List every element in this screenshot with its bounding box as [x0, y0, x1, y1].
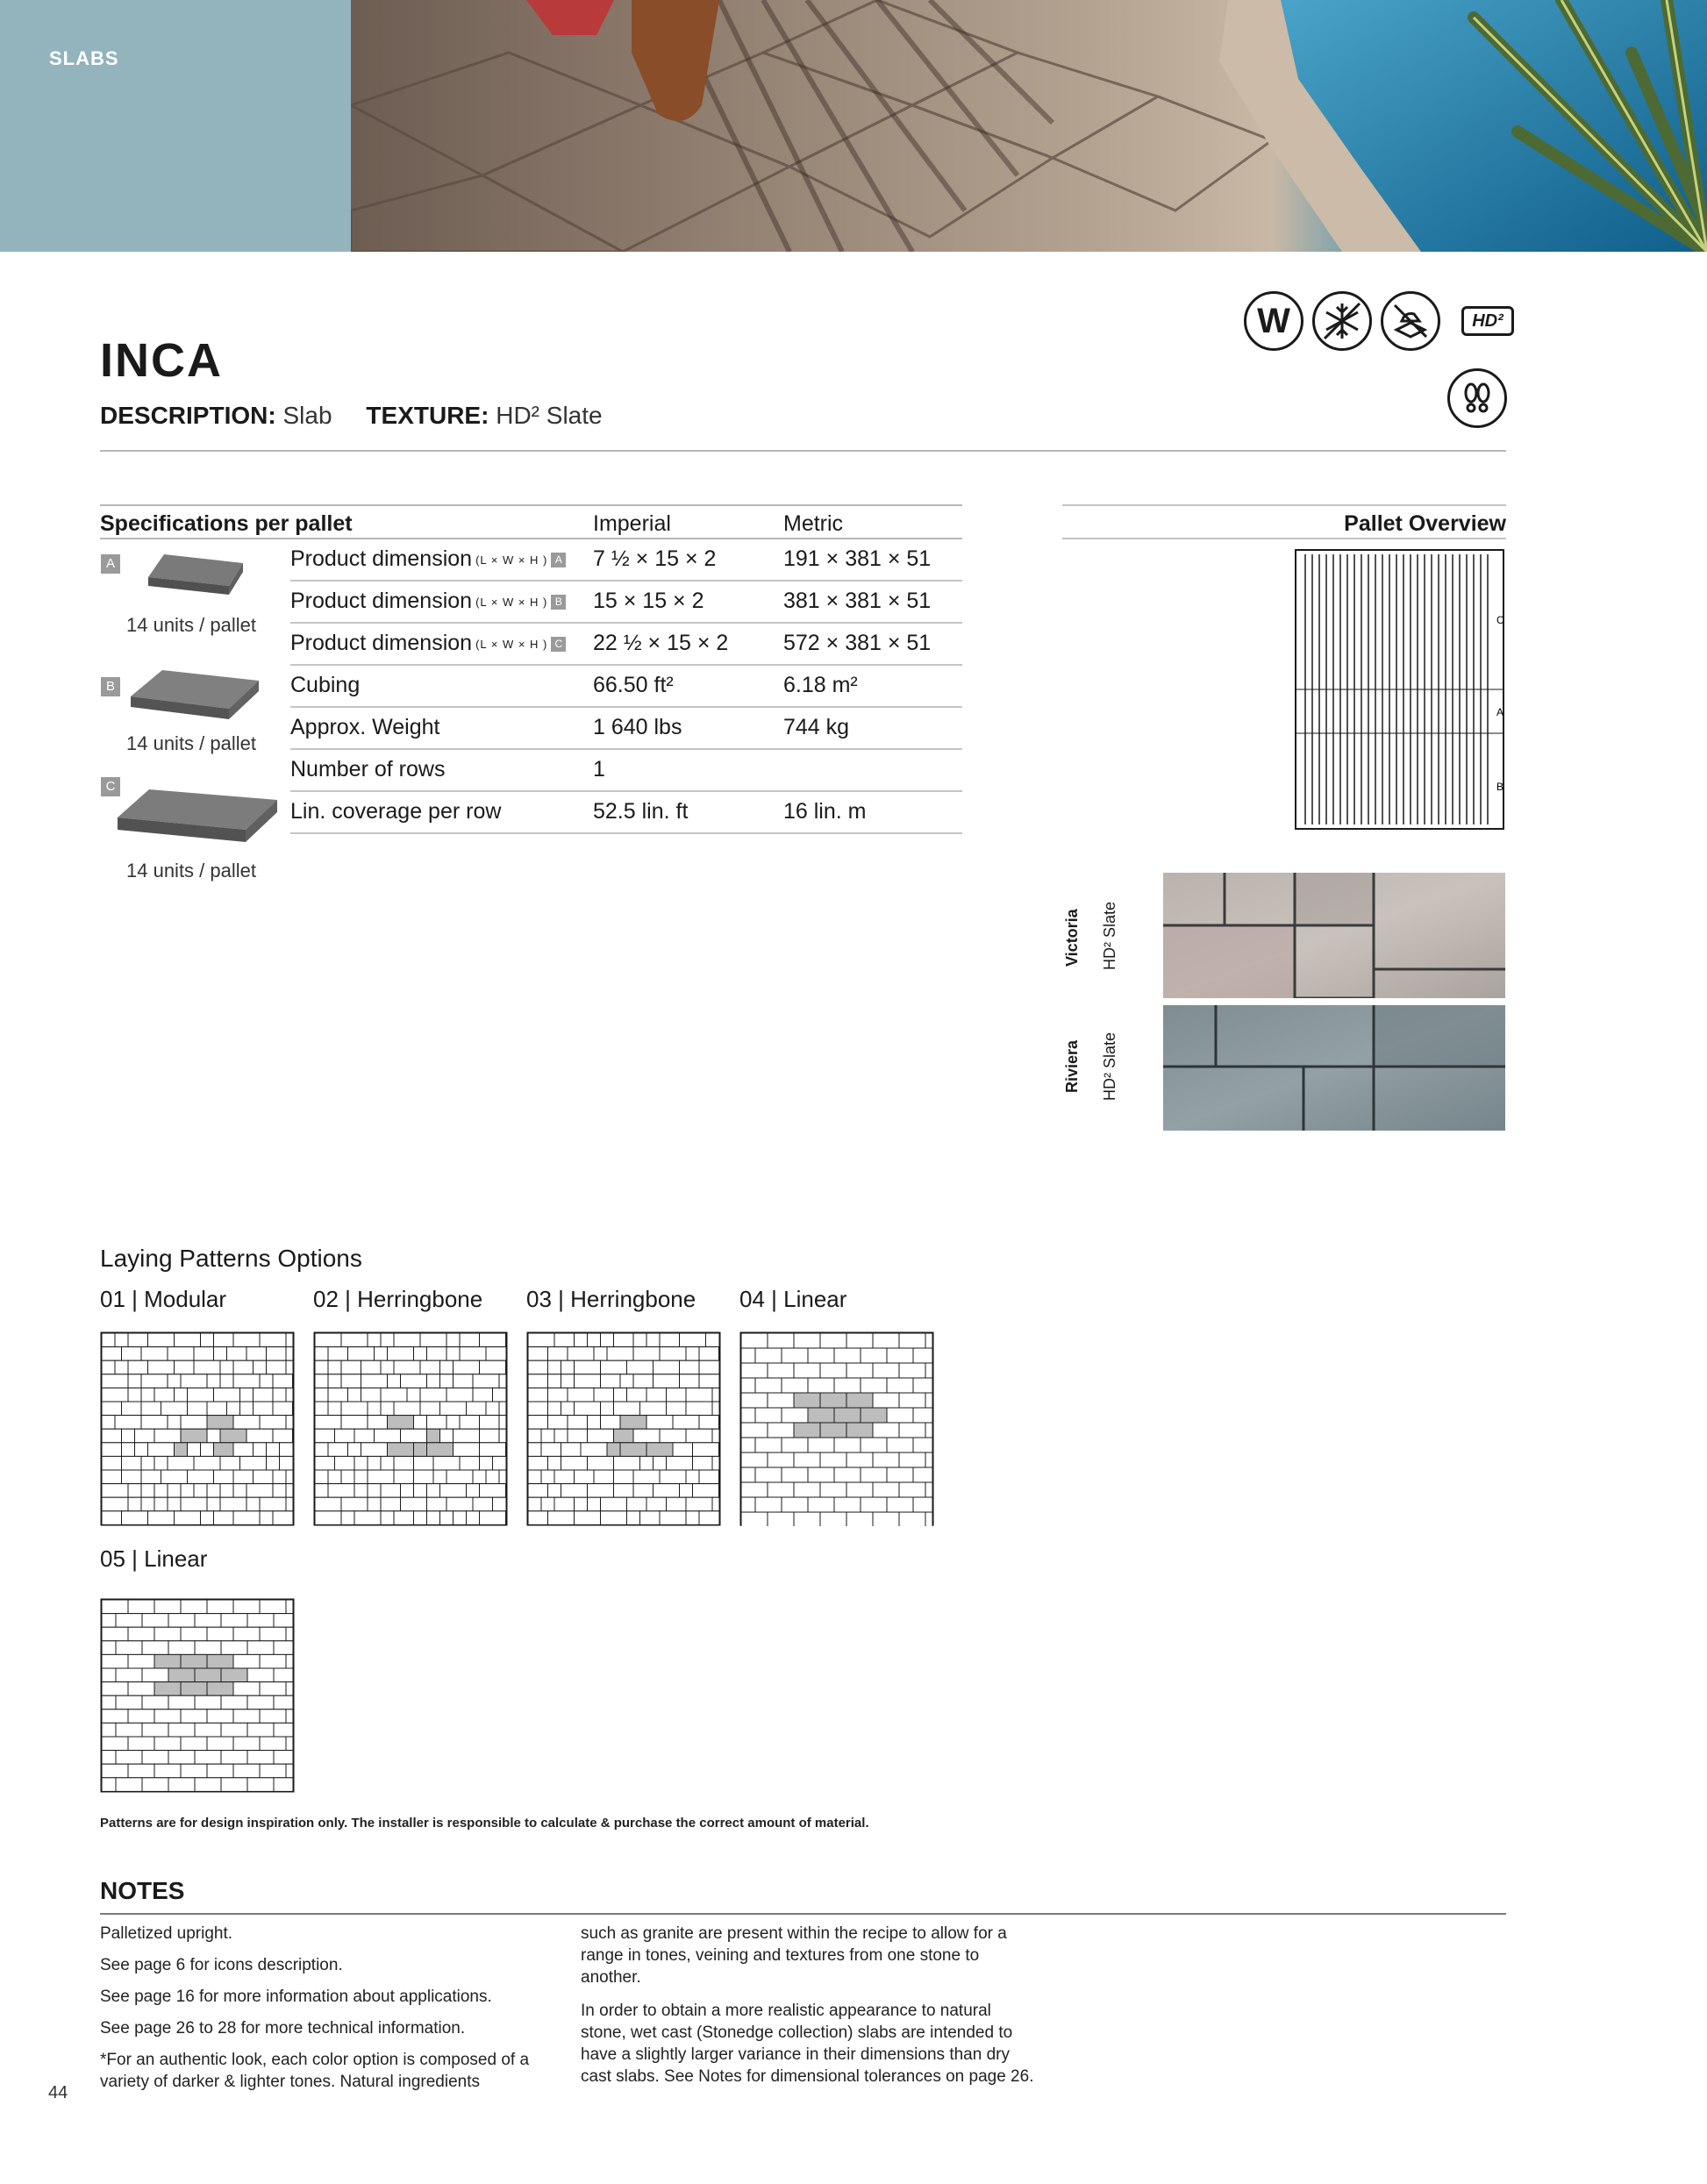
hero-photo — [351, 0, 1707, 252]
spec-tag: B — [551, 595, 566, 610]
note-item: In order to obtain a more realistic appearance to natural stone, wet cast (Stonedge collection) slabs are intended to have a slightly larger variance in their dimensions than dry cast slabs. See Notes for dimensional tolerances on page 26. — [581, 2002, 1034, 2086]
description-line: DESCRIPTION: Slab TEXTURE: HD² Slate — [100, 402, 603, 429]
item-units: 14 units / pallet — [126, 860, 256, 881]
description-value: Slab — [282, 402, 332, 429]
note-item: such as granite are present within the recipe to allow for a range in tones, veining and textures from one stone to another. — [581, 1924, 1007, 1987]
slab-c-image — [114, 786, 281, 849]
spec-header-metric: Metric — [783, 511, 844, 536]
section-label: SLABS — [49, 47, 119, 69]
page-number: 44 — [48, 2083, 68, 2102]
spec-imperial: 66.50 ft² — [593, 673, 674, 697]
spec-imperial: 15 × 15 × 2 — [593, 589, 704, 613]
note-item: Palletized upright. — [100, 1924, 233, 1943]
pattern-01-modular — [100, 1331, 295, 1526]
item-tag: C — [101, 777, 120, 796]
pallet-diagram — [1295, 549, 1505, 830]
description-label: DESCRIPTION — [100, 402, 268, 429]
pattern-label: 03 | Herringbone — [526, 1286, 696, 1312]
spec-metric: 381 × 381 × 51 — [783, 589, 932, 613]
spec-metric: 16 lin. m — [783, 799, 867, 824]
spec-imperial: 52.5 lin. ft — [593, 799, 689, 824]
color-name: Victoria — [1063, 909, 1081, 967]
spec-row — [290, 708, 962, 750]
spec-label: Lin. coverage per row — [290, 799, 502, 824]
pattern-label: 04 | Linear — [739, 1286, 847, 1312]
item-tag: B — [101, 677, 120, 696]
pattern-label: 05 | Linear — [100, 1545, 208, 1572]
item-tag: A — [101, 554, 120, 574]
spec-suffix: (L × W × H ) — [475, 637, 548, 651]
laying-patterns-title: Laying Patterns Options — [100, 1245, 362, 1272]
no-driveway-icon — [1381, 291, 1440, 351]
spec-label: Approx. Weight — [290, 715, 440, 739]
spec-suffix: (L × W × H ) — [475, 595, 548, 609]
spec-imperial: 1 — [593, 757, 605, 782]
title-divider — [100, 450, 1506, 452]
pallet-overview-title: Pallet Overview — [1344, 511, 1506, 536]
pattern-04-linear — [739, 1331, 934, 1526]
texture-label: TEXTURE — [366, 402, 482, 429]
item-units: 14 units / pallet — [126, 614, 256, 636]
spec-label: Product dimension — [290, 631, 473, 655]
notes-divider — [100, 1913, 1506, 1915]
pattern-disclaimer: Patterns are for design inspiration only. The installer is responsible to calculate & purchase the correct amount of material. — [100, 1816, 869, 1831]
riviera-swatch — [1163, 1005, 1505, 1131]
pattern-label: 01 | Modular — [100, 1286, 227, 1312]
spec-label: Cubing — [290, 673, 361, 697]
spec-imperial: 1 640 lbs — [593, 715, 682, 739]
notes-title: NOTES — [100, 1877, 185, 1904]
spec-imperial: 7 ½ × 15 × 2 — [593, 546, 717, 571]
spec-tag: C — [551, 637, 566, 652]
pallet-label-b: B — [1496, 781, 1504, 793]
product-title: INCA — [100, 334, 223, 387]
feature-icons — [1244, 291, 1514, 351]
note-item: See page 16 for more information about applications. — [100, 1988, 492, 2006]
spec-metric: 744 kg — [783, 715, 850, 739]
note-item: *For an authentic look, each color option is composed of a variety of darker & lighter tones. Natural ingredients — [100, 2051, 530, 2091]
color-name: Riviera — [1063, 1039, 1081, 1093]
spec-imperial: 22 ½ × 15 × 2 — [593, 631, 729, 655]
slab-a-image — [145, 551, 246, 598]
texture-value: HD² Slate — [496, 402, 603, 429]
spec-label: Product dimension — [290, 589, 473, 613]
pattern-03-herringbone — [526, 1331, 721, 1526]
spec-metric: 572 × 381 × 51 — [783, 631, 932, 655]
spec-row — [290, 624, 962, 666]
spec-metric: 191 × 381 × 51 — [783, 546, 932, 571]
pallet-overview-header — [1062, 504, 1506, 539]
spec-metric: 6.18 m² — [783, 673, 858, 697]
pattern-label: 02 | Herringbone — [313, 1286, 483, 1312]
color-texture: HD² Slate — [1101, 1031, 1118, 1101]
note-item: See page 6 for icons description. — [100, 1956, 343, 1974]
spec-table-header — [100, 504, 962, 539]
footsteps-icon — [1447, 368, 1507, 428]
spec-row — [290, 792, 962, 834]
spec-row — [290, 666, 962, 708]
slab-b-image — [127, 667, 263, 724]
note-item: See page 26 to 28 for more technical information. — [100, 2019, 466, 2038]
spec-row — [290, 750, 962, 792]
pattern-05-linear — [100, 1598, 295, 1793]
hd2-badge: HD² — [1461, 306, 1514, 336]
victoria-swatch — [1163, 873, 1505, 998]
spec-header-imperial: Imperial — [593, 511, 671, 536]
spec-row — [290, 582, 962, 624]
pallet-label-a: A — [1496, 706, 1504, 718]
spec-suffix: (L × W × H ) — [475, 553, 548, 567]
freeze-thaw-icon — [1312, 291, 1372, 351]
spec-header-label: Specifications per pallet — [100, 511, 353, 536]
color-texture: HD² Slate — [1101, 901, 1118, 970]
pallet-label-c: C — [1496, 614, 1504, 626]
spec-label: Product dimension — [290, 546, 473, 571]
spec-tag: A — [551, 553, 566, 567]
spec-row — [290, 539, 962, 582]
section-tab — [0, 0, 351, 252]
w-icon: W — [1244, 291, 1303, 351]
spec-label: Number of rows — [290, 757, 446, 782]
pattern-02-herringbone — [313, 1331, 508, 1526]
item-units: 14 units / pallet — [126, 732, 256, 754]
